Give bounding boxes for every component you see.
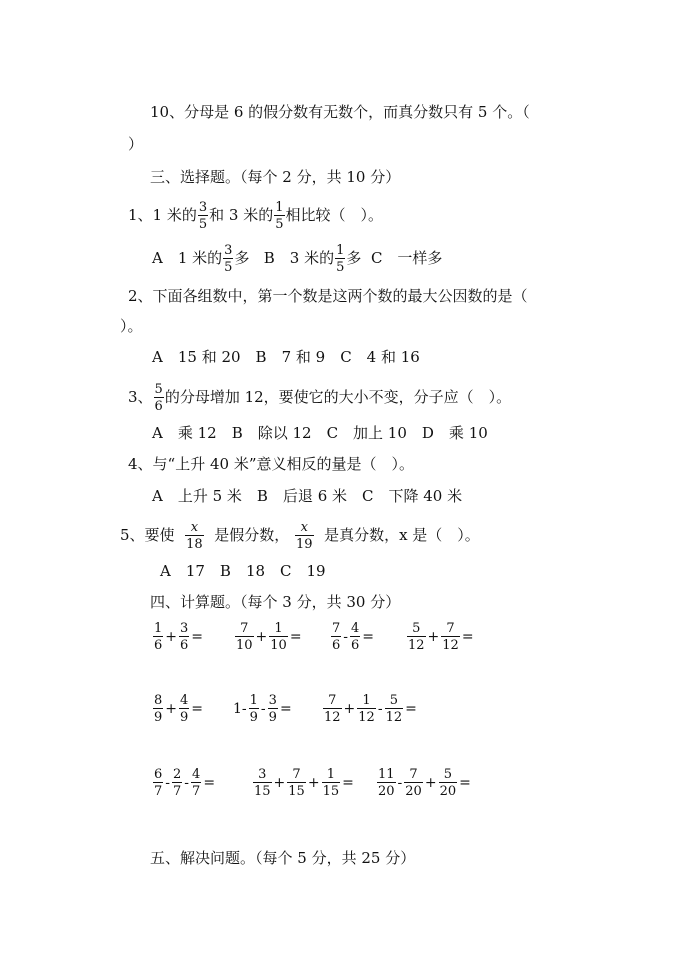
calc-expression	[330, 622, 375, 652]
calc-expression	[152, 694, 204, 724]
operator: =	[191, 629, 204, 645]
fraction: $\frac{1}{12}$	[358, 693, 375, 725]
fraction: $\frac{1}{5}$	[336, 243, 345, 275]
fraction: $\frac{8}{9}$	[154, 693, 163, 725]
choice-question-3: 3、 $\frac{5}{6}$ 的分母增加 12，要使它的大小不变，分子应（ ）。	[128, 382, 512, 414]
fraction: $\frac{3}{9}$	[268, 693, 277, 725]
operator: +	[273, 775, 286, 791]
fraction: $\frac{11}{20}$	[378, 767, 395, 799]
choice-question-2: 2、下面各组数中，第一个数是这两个数的最大公因数的是（	[128, 287, 528, 305]
choice-question-5: 5、要使 $\frac{x}{18}$ 是假分数， $\frac{x}{19}$ 是真分数，x 是（ ）。	[120, 520, 480, 552]
operator: +	[307, 775, 320, 791]
operator: =	[289, 629, 302, 645]
fraction: $\frac{1}{10}$	[270, 621, 287, 653]
choice-question-4: 4、与“上升 40 米”意义相反的量是（ ）。	[128, 455, 415, 473]
choice-5-options: A 17 B 18 C 19	[160, 562, 326, 580]
operator: =	[459, 775, 471, 791]
fraction: $\frac{3}{15}$	[254, 767, 271, 799]
fraction: $\frac{4}{9}$	[180, 693, 189, 725]
operator: +	[427, 629, 440, 645]
calc-expression	[376, 768, 472, 798]
operator: -	[397, 775, 403, 791]
calc-expression	[152, 622, 204, 652]
choice-3-options: A 乘 12 B 除以 12 C 加上 10 D 乘 10	[152, 424, 488, 442]
calc-expression	[234, 622, 303, 652]
calc-expression	[322, 694, 418, 724]
operator: +	[255, 629, 268, 645]
fraction: $\frac{1}{15}$	[322, 767, 340, 799]
fraction: $\frac{7}{6}$	[332, 621, 341, 653]
operator: =	[405, 701, 417, 717]
fraction: $\frac{3}{5}$	[224, 243, 233, 275]
section-4-title: 四、计算题。（每个 3 分，共 30 分）	[150, 593, 401, 611]
operator: 1-	[233, 701, 247, 717]
operator: -	[343, 629, 349, 645]
fraction: $\frac{5}{20}$	[439, 767, 457, 799]
operator: =	[191, 701, 204, 717]
fraction: $\frac{7}{15}$	[288, 767, 305, 799]
fraction: $\frac{7}{20}$	[405, 767, 422, 799]
operator: =	[279, 701, 292, 717]
operator: =	[203, 775, 216, 791]
question-10	[150, 102, 530, 122]
calc-expression	[406, 622, 475, 652]
operator: -	[184, 775, 190, 791]
fraction: $\frac{4}{7}$	[192, 767, 201, 799]
choice-1-options: A 1 米的 $\frac{3}{5}$ 多 B 3 米的 $\frac{1}{5}$ 多 C 一样多	[152, 243, 443, 275]
fraction: $\frac{7}{10}$	[236, 621, 253, 653]
fraction: $\frac{1}{9}$	[249, 693, 258, 725]
fraction: $\frac{7}{12}$	[442, 621, 459, 653]
operator: -	[260, 701, 266, 717]
choice-question-1: 1、1 米的 $\frac{3}{5}$ 和 3 米的 $\frac{1}{5}$ 相比较（ ）。	[128, 200, 384, 232]
fraction: $\frac{1}{5}$	[275, 200, 284, 232]
question-10-text: 10、分母是 6 的假分数有无数个，而真分数只有 5 个。（	[150, 103, 530, 121]
fraction: $\frac{5}{12}$	[408, 621, 425, 653]
fraction: $\frac{5}{6}$	[154, 382, 163, 414]
operator: +	[343, 701, 356, 717]
operator: -	[377, 701, 383, 717]
fraction: $\frac{2}{7}$	[173, 767, 182, 799]
operator: +	[165, 629, 178, 645]
fraction: $\frac{4}{6}$	[351, 621, 360, 653]
section-3-title: 三、选择题。（每个 2 分，共 10 分）	[150, 168, 401, 186]
operator: =	[362, 629, 375, 645]
fraction: $\frac{x}{18}$	[186, 520, 203, 552]
fraction: $\frac{3}{5}$	[198, 200, 208, 232]
choice-2-options: A 15 和 20 B 7 和 9 C 4 和 16	[152, 348, 420, 366]
calc-expression	[152, 768, 216, 798]
operator: =	[342, 775, 354, 791]
choice-4-options: A 上升 5 米 B 后退 6 米 C 下降 40 米	[152, 487, 463, 505]
fraction: $\frac{x}{19}$	[295, 520, 313, 552]
operator: +	[165, 701, 178, 717]
fraction: $\frac{5}{12}$	[385, 693, 403, 725]
section-5-title: 五、解决问题。（每个 5 分，共 25 分）	[150, 849, 416, 867]
fraction: $\frac{6}{7}$	[154, 767, 163, 799]
question-10-close: ）	[128, 135, 144, 153]
operator: =	[461, 629, 474, 645]
choice-question-2-end: ）。	[120, 317, 143, 335]
fraction: $\frac{3}{6}$	[180, 621, 189, 653]
fraction: $\frac{7}{12}$	[324, 693, 341, 725]
operator: +	[424, 775, 437, 791]
operator: -	[165, 775, 171, 791]
fraction: $\frac{1}{6}$	[154, 621, 163, 653]
calc-expression	[232, 694, 293, 724]
calc-expression	[252, 768, 355, 798]
